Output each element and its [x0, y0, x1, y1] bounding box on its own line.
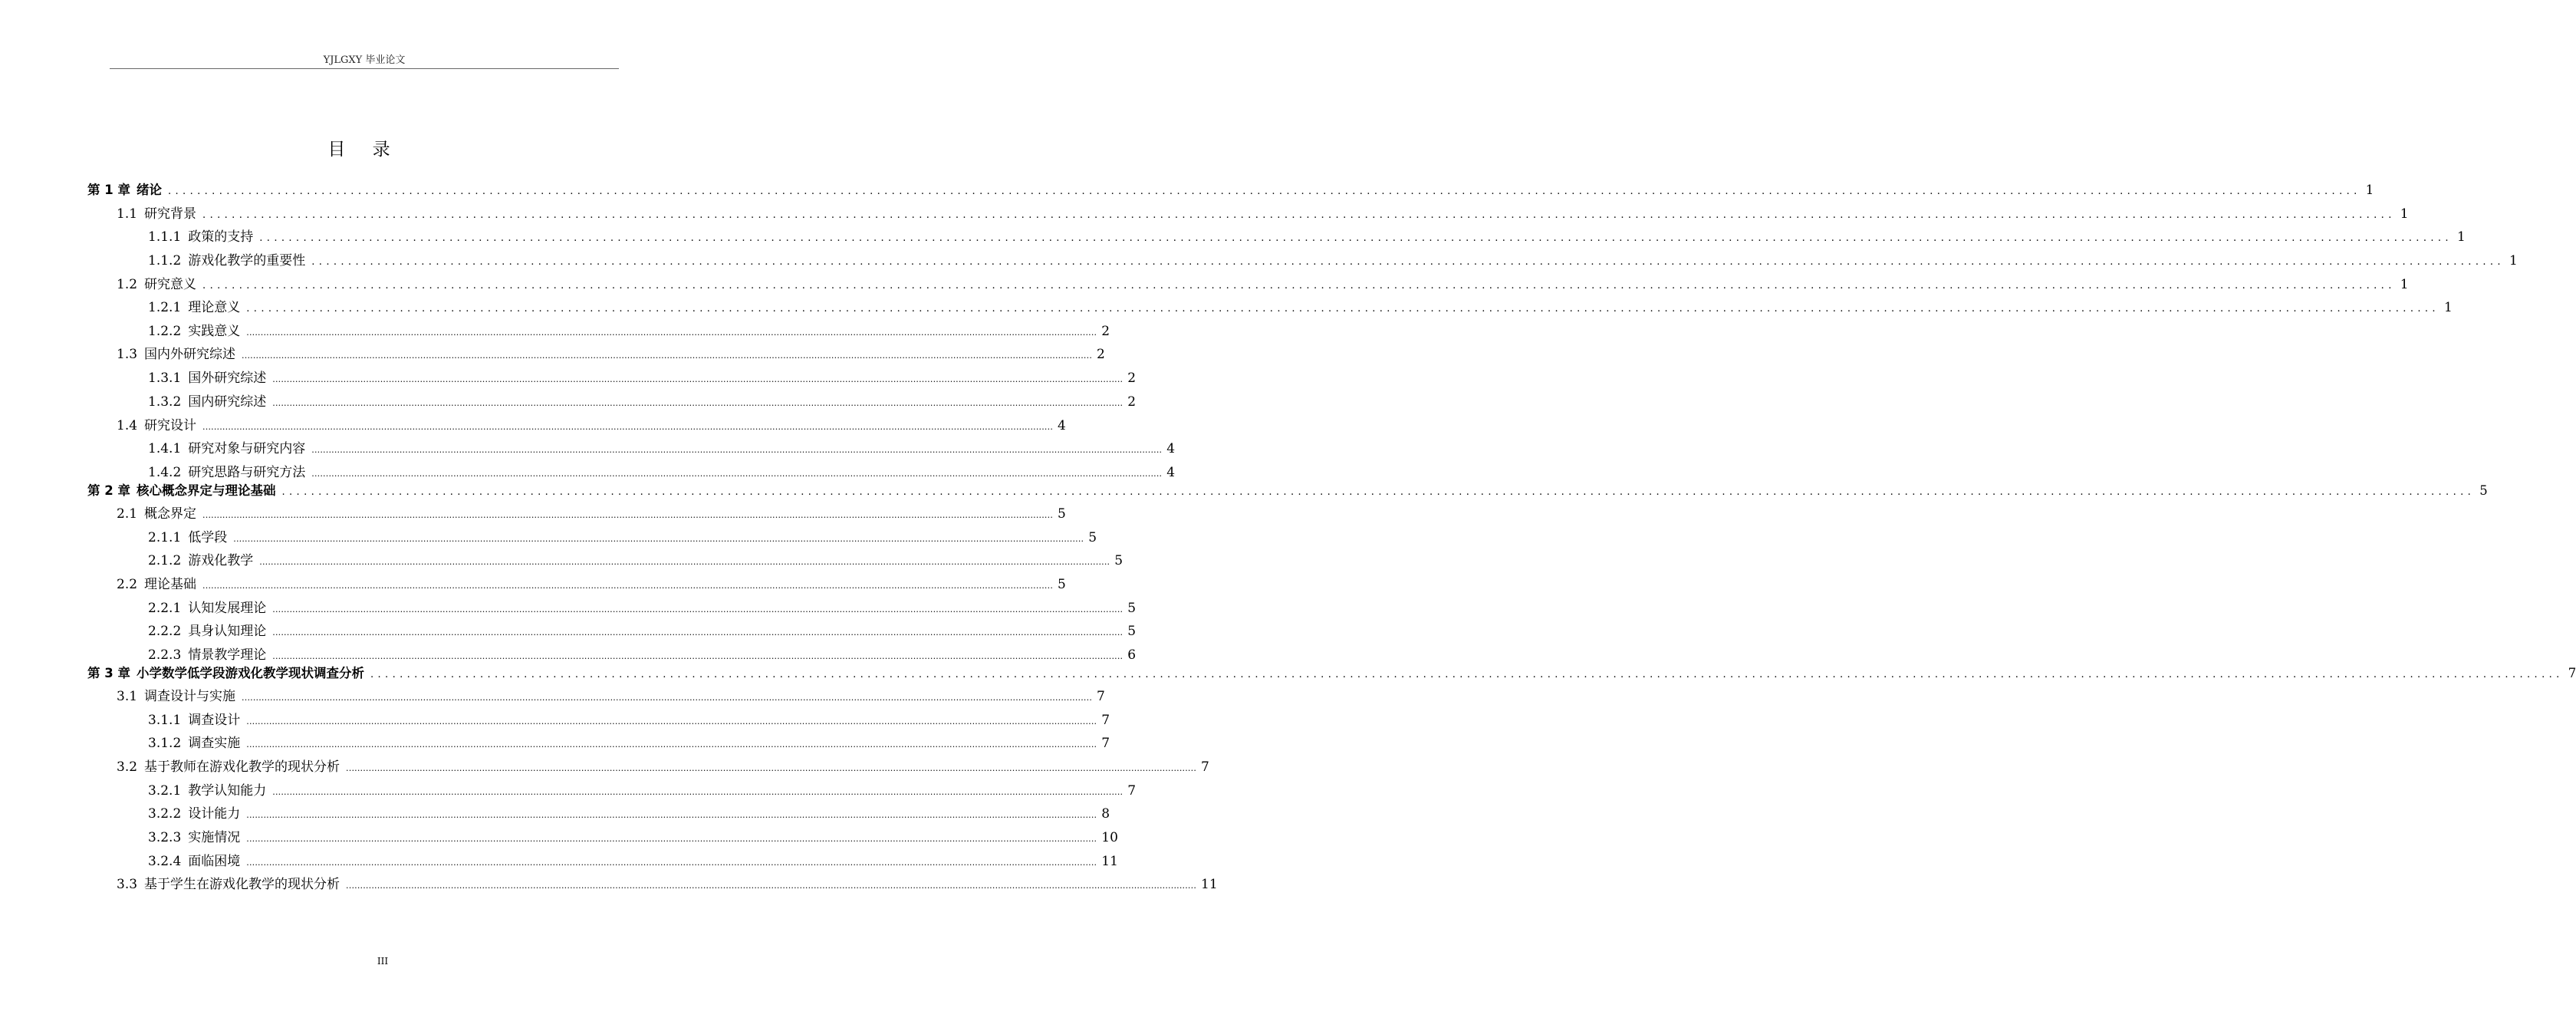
toc-entry-page: 1: [2509, 253, 2518, 268]
toc-entry[interactable]: [148, 852, 1118, 871]
toc-dot-leader: ............................................................................................................................................................................................................................................................................................................: [272, 627, 1124, 637]
toc-entry-title: 教学认知能力: [188, 783, 267, 799]
toc-entry-title: 概念界定: [144, 506, 197, 522]
toc-entry-page: 7: [1201, 759, 1209, 775]
toc-entry[interactable]: [148, 828, 1118, 847]
toc-entry-page: 5: [1058, 506, 1066, 522]
toc-entry[interactable]: [148, 805, 1110, 823]
toc-dot-leader: ............................................................................................................................................................................................................................................................................................................: [167, 186, 2361, 197]
toc-entry-number: 2.1.1: [148, 530, 182, 545]
toc-entry-page: 4: [1058, 418, 1066, 433]
toc-entry-number: 1.2.1: [148, 300, 182, 315]
toc-dot-leader: ............................................................................................................................................................................................................................................................................................................: [272, 651, 1124, 661]
toc-entry-number: 1.2: [117, 277, 138, 292]
toc-entry-page: 5: [1127, 601, 1137, 616]
toc-entry-number: 1.2.2: [148, 324, 182, 339]
toc-entry[interactable]: [148, 298, 2453, 317]
toc-entry-page: 7: [2568, 666, 2576, 680]
toc-entry[interactable]: [117, 875, 1218, 894]
toc-entry-title: 国内外研究综述: [144, 347, 236, 362]
toc-entry-title: 游戏化教学: [188, 553, 254, 568]
toc-entry-title: 设计能力: [188, 806, 241, 822]
toc-entry-number: 2.2.3: [148, 647, 182, 663]
toc-entry-number: 1.4.1: [148, 441, 182, 456]
toc-entry[interactable]: [148, 322, 1110, 341]
toc-entry-title: 国外研究综述: [188, 371, 267, 386]
toc-dot-leader: ............................................................................................................................................................................................................................................................................................................: [311, 469, 1163, 479]
toc-entry-title: 具身认知理论: [188, 624, 267, 639]
toc-entry-title: 实践意义: [188, 324, 241, 339]
toc-entry-number: 3.3: [117, 877, 138, 892]
toc-entry-number: 2.1: [117, 506, 138, 522]
toc-dot-leader: ............................................................................................................................................................................................................................................................................................................: [246, 328, 1097, 338]
toc-dot-leader: ............................................................................................................................................................................................................................................................................................................: [272, 374, 1124, 384]
toc-entry[interactable]: [148, 734, 1110, 753]
toc-chapter-entry[interactable]: [87, 181, 2374, 199]
toc-dot-leader: ............................................................................................................................................................................................................................................................................................................: [272, 787, 1124, 797]
toc-entry-page: 2: [1127, 371, 1137, 386]
toc-entry[interactable]: [148, 622, 1137, 641]
toc-entry-title: 基于学生在游戏化教学的现状分析: [144, 877, 341, 892]
toc-entry-page: 4: [1166, 441, 1176, 456]
toc-dot-leader: ............................................................................................................................................................................................................................................................................................................: [242, 351, 1093, 361]
toc-entry[interactable]: [148, 646, 1137, 664]
toc-entry-page: 2: [1127, 394, 1137, 410]
toc-dot-leader: ............................................................................................................................................................................................................................................................................................................: [242, 693, 1093, 703]
toc-entry-number: 2.1.2: [148, 553, 182, 568]
toc-entry-title: 研究对象与研究内容: [188, 441, 306, 456]
toc-entry[interactable]: [148, 440, 1176, 458]
toc-chapter-entry[interactable]: [87, 664, 2576, 683]
toc-entry-title: 面临困境: [188, 854, 241, 869]
toc-entry-page: 2: [1101, 324, 1110, 339]
toc-dot-leader: ............................................................................................................................................................................................................................................................................................................: [202, 510, 1054, 520]
toc-entry[interactable]: [148, 711, 1110, 730]
toc-dot-leader: ............................................................................................................................................................................................................................................................................................................: [272, 604, 1124, 614]
page-number: III: [377, 956, 389, 967]
toc-entry-number: 1.4: [117, 418, 138, 433]
toc-entry[interactable]: [117, 205, 2409, 223]
toc-entry-number: 2.2.2: [148, 624, 182, 639]
toc-entry-title: 认知发展理论: [188, 601, 267, 616]
toc-entry-title: 理论意义: [188, 300, 241, 315]
toc-entry-title: 调查设计: [188, 713, 241, 728]
toc-entry-page: 1: [2400, 277, 2409, 292]
toc-entry[interactable]: [148, 228, 2466, 246]
toc-entry-number: 3.1.2: [148, 736, 182, 751]
toc-entry-page: 10: [1101, 830, 1118, 845]
toc-entry-number: 3.2.1: [148, 783, 182, 799]
toc-entry-number: 3.2.2: [148, 806, 182, 822]
toc-title: 目 录: [327, 140, 401, 160]
toc-entry-page: 7: [1101, 736, 1110, 751]
toc-dot-leader: ............................................................................................................................................................................................................................................................................................................: [202, 280, 2396, 292]
toc-entry-title: 调查实施: [188, 736, 241, 751]
toc-dot-leader: ............................................................................................................................................................................................................................................................................................................: [246, 810, 1097, 820]
toc-entry[interactable]: [148, 782, 1137, 800]
toc-dot-leader: ............................................................................................................................................................................................................................................................................................................: [246, 716, 1097, 726]
toc-dot-leader: ............................................................................................................................................................................................................................................................................................................: [259, 557, 1110, 567]
toc-entry-page: 7: [1097, 689, 1105, 704]
toc-entry-number: 1.3.1: [148, 371, 182, 386]
toc-entry-page: 7: [1127, 783, 1137, 799]
toc-entry-page: 1: [2456, 229, 2466, 245]
toc-entry[interactable]: [148, 529, 1097, 547]
toc-entry-number: 3.2.4: [148, 854, 182, 869]
toc-entry-title: 研究意义: [144, 277, 197, 292]
toc-entry-number: 2.2: [117, 577, 138, 592]
toc-entry-title: 实施情况: [188, 830, 241, 845]
toc-entry-page: 1: [2443, 300, 2453, 315]
toc-entry-page: 4: [1166, 465, 1176, 480]
toc-dot-leader: ............................................................................................................................................................................................................................................................................................................: [246, 739, 1097, 749]
toc-entry-number: 3.1.1: [148, 713, 182, 728]
toc-dot-leader: ............................................................................................................................................................................................................................................................................................................: [246, 858, 1097, 868]
toc-entry-title: 情景教学理论: [188, 647, 267, 663]
toc-dot-leader: ............................................................................................................................................................................................................................................................................................................: [246, 834, 1097, 844]
toc-entry[interactable]: [117, 575, 1066, 594]
toc-entry-title: 基于教师在游戏化教学的现状分析: [144, 759, 341, 775]
toc-entry-page: 5: [1058, 577, 1066, 592]
toc-entry-page: 1: [2365, 183, 2374, 197]
toc-dot-leader: ............................................................................................................................................................................................................................................................................................................: [259, 232, 2453, 244]
toc-dot-leader: ............................................................................................................................................................................................................................................................................................................: [311, 256, 2505, 268]
toc-entry-title: 绪论: [136, 183, 162, 197]
toc-dot-leader: ............................................................................................................................................................................................................................................................................................................: [346, 881, 1197, 891]
toc-dot-leader: ............................................................................................................................................................................................................................................................................................................: [246, 303, 2439, 315]
toc-entry-number: 1.4.2: [148, 465, 182, 480]
toc-entry[interactable]: [148, 393, 1137, 411]
toc-entry[interactable]: [148, 552, 1124, 570]
toc-entry-page: 5: [1088, 530, 1097, 545]
toc-dot-leader: ............................................................................................................................................................................................................................................................................................................: [272, 398, 1124, 408]
toc-entry-number: 第 3 章: [87, 666, 130, 680]
toc-entry-number: 2.2.1: [148, 601, 182, 616]
toc-dot-leader: ............................................................................................................................................................................................................................................................................................................: [311, 445, 1163, 455]
toc-entry[interactable]: [148, 252, 2518, 270]
toc-entry[interactable]: [148, 369, 1137, 387]
toc-entry[interactable]: [117, 275, 2409, 294]
toc-dot-leader: ............................................................................................................................................................................................................................................................................................................: [202, 209, 2396, 221]
toc-entry[interactable]: [117, 687, 1105, 706]
toc-entry-title: 核心概念界定与理论基础: [136, 483, 276, 498]
toc-dot-leader: ............................................................................................................................................................................................................................................................................................................: [202, 581, 1054, 591]
page-header: YJLGXY 毕业论文: [323, 54, 406, 66]
toc-entry-title: 研究设计: [144, 418, 197, 433]
toc-dot-leader: ............................................................................................................................................................................................................................................................................................................: [346, 763, 1197, 773]
toc-entry-number: 1.3: [117, 347, 138, 362]
toc-entry-page: 5: [1114, 553, 1124, 568]
toc-entry-number: 3.2: [117, 759, 138, 775]
toc-entry-title: 小学数学低学段游戏化教学现状调查分析: [136, 666, 364, 680]
toc-entry-number: 1.1.1: [148, 229, 182, 245]
toc-entry[interactable]: [148, 599, 1137, 618]
toc-entry-number: 1.3.2: [148, 394, 182, 410]
toc-entry-number: 1.1: [117, 206, 138, 222]
toc-entry-page: 11: [1201, 877, 1218, 892]
toc-entry-number: 3.1: [117, 689, 138, 704]
toc-entry-number: 3.2.3: [148, 830, 182, 845]
toc-chapter-entry[interactable]: [87, 482, 2488, 500]
toc-entry-number: 1.1.2: [148, 253, 182, 268]
toc-entry-title: 游戏化教学的重要性: [188, 253, 306, 268]
toc-entry-number: 第 1 章: [87, 183, 130, 197]
toc-dot-leader: ............................................................................................................................................................................................................................................................................................................: [370, 669, 2564, 680]
toc-entry[interactable]: [148, 463, 1176, 482]
toc-entry-number: 第 2 章: [87, 483, 130, 498]
toc-entry-page: 8: [1101, 806, 1110, 822]
toc-entry[interactable]: [117, 345, 1105, 364]
toc-entry-page: 6: [1127, 647, 1137, 663]
toc-entry-page: 5: [1127, 624, 1137, 639]
toc-entry-title: 理论基础: [144, 577, 197, 592]
toc-entry-page: 2: [1097, 347, 1105, 362]
toc-entry-page: 1: [2400, 206, 2409, 222]
toc-entry-title: 研究背景: [144, 206, 197, 222]
toc-entry-page: 7: [1101, 713, 1110, 728]
toc-dot-leader: ............................................................................................................................................................................................................................................................................................................: [281, 486, 2476, 498]
toc-entry-page: 11: [1101, 854, 1118, 869]
toc-entry[interactable]: [117, 758, 1209, 776]
toc-entry[interactable]: [117, 417, 1066, 435]
toc-entry-title: 国内研究综述: [188, 394, 267, 410]
toc-entry-title: 政策的支持: [188, 229, 254, 245]
toc-entry-title: 低学段: [188, 530, 228, 545]
toc-dot-leader: ............................................................................................................................................................................................................................................................................................................: [202, 422, 1054, 432]
toc-entry-page: 5: [2479, 483, 2488, 498]
toc-dot-leader: ............................................................................................................................................................................................................................................................................................................: [233, 534, 1084, 544]
toc-entry[interactable]: [117, 505, 1066, 523]
toc-entry-title: 研究思路与研究方法: [188, 465, 306, 480]
toc-entry-title: 调查设计与实施: [144, 689, 236, 704]
